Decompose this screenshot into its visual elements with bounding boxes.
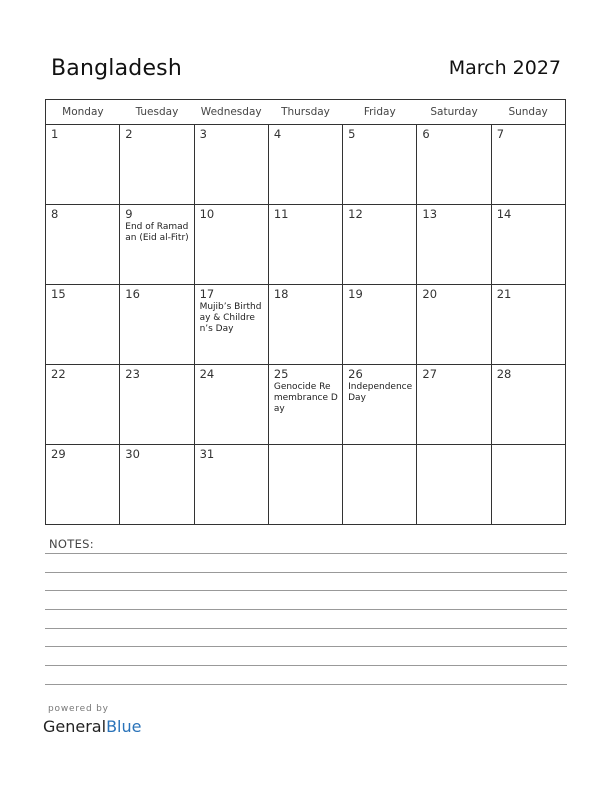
day-number: 19 <box>348 287 363 301</box>
calendar-week-row <box>46 285 566 365</box>
generalblue-logo[interactable] <box>43 717 141 736</box>
day-number: 15 <box>51 287 66 301</box>
day-number: 6 <box>422 127 430 141</box>
weekday-header: Saturday <box>417 100 491 125</box>
day-cell <box>46 285 120 365</box>
day-cell <box>268 445 342 525</box>
day-number: 2 <box>125 127 133 141</box>
day-cell <box>120 205 194 285</box>
day-number: 17 <box>199 287 215 301</box>
note-line <box>45 665 567 666</box>
notes-label: NOTES: <box>49 537 94 551</box>
calendar-country-title: Bangladesh <box>51 56 182 81</box>
holiday-label: Genocide Remembrance Day <box>273 382 338 414</box>
calendar-month-title: March 2027 <box>448 57 561 79</box>
day-number: 28 <box>496 367 512 381</box>
day-number: 14 <box>496 207 512 221</box>
day-number: 3 <box>199 127 207 141</box>
day-cell <box>120 285 194 365</box>
day-number: 27 <box>422 367 438 381</box>
day-cell <box>46 205 120 285</box>
day-cell <box>268 285 342 365</box>
day-number: 8 <box>51 207 59 221</box>
day-cell <box>194 365 268 445</box>
day-number: 12 <box>348 207 363 221</box>
day-cell <box>194 445 268 525</box>
logo-general-text: General <box>43 717 107 736</box>
day-cell <box>417 285 491 365</box>
day-cell <box>491 125 565 205</box>
day-number: 25 <box>273 367 289 381</box>
day-cell <box>343 445 417 525</box>
calendar-week-row <box>46 365 566 445</box>
day-number: 7 <box>496 127 505 141</box>
calendar-week-row <box>46 445 566 525</box>
day-number: 18 <box>273 287 289 301</box>
day-cell <box>46 445 120 525</box>
day-cell <box>120 125 194 205</box>
day-number: 16 <box>125 287 140 301</box>
day-number: 23 <box>125 367 140 381</box>
day-cell <box>417 205 491 285</box>
day-cell <box>120 445 194 525</box>
day-number: 1 <box>51 127 59 141</box>
day-cell <box>343 125 417 205</box>
powered-by-text: powered by <box>48 704 109 714</box>
day-cell <box>491 445 565 525</box>
day-cell <box>343 205 417 285</box>
note-line <box>45 646 567 647</box>
day-cell <box>268 365 342 445</box>
calendar-week-row <box>46 205 566 285</box>
day-number: 22 <box>51 367 66 381</box>
weekday-header: Friday <box>343 100 417 125</box>
day-number: 5 <box>348 127 356 141</box>
holiday-label: Mujib’s Birthday & Children’s Day <box>199 302 262 334</box>
logo-blue-text: Blue <box>106 717 142 736</box>
day-cell <box>491 365 565 445</box>
day-cell <box>194 285 268 365</box>
day-number: 21 <box>496 287 512 301</box>
day-number: 30 <box>125 447 140 461</box>
day-cell <box>343 285 417 365</box>
day-number: 29 <box>51 447 66 461</box>
note-line <box>45 684 567 685</box>
note-line <box>45 590 567 591</box>
day-number: 11 <box>273 207 289 221</box>
day-number: 4 <box>273 127 282 141</box>
day-cell <box>268 205 342 285</box>
day-number: 31 <box>199 447 215 461</box>
weekday-header-row <box>46 100 566 125</box>
weekday-header: Thursday <box>268 100 342 125</box>
day-cell <box>343 365 417 445</box>
day-cell <box>120 365 194 445</box>
weekday-header: Tuesday <box>120 100 194 125</box>
note-line <box>45 628 567 629</box>
day-number: 9 <box>125 207 133 221</box>
note-line <box>45 553 567 554</box>
day-cell <box>417 445 491 525</box>
day-cell <box>417 365 491 445</box>
day-number: 24 <box>199 367 215 381</box>
day-cell <box>194 125 268 205</box>
weekday-header: Sunday <box>491 100 565 125</box>
day-cell <box>491 205 565 285</box>
day-number: 13 <box>422 207 438 221</box>
day-number: 10 <box>199 207 215 221</box>
note-line <box>45 572 567 573</box>
day-number: 26 <box>348 367 363 381</box>
day-cell <box>491 285 565 365</box>
day-cell <box>417 125 491 205</box>
note-line <box>45 609 567 610</box>
day-cell <box>46 365 120 445</box>
calendar-week-row <box>46 125 566 205</box>
holiday-label: Independence Day <box>348 382 413 403</box>
day-number: 20 <box>422 287 438 301</box>
weekday-header: Wednesday <box>194 100 268 125</box>
weekday-header: Monday <box>46 100 120 125</box>
day-cell <box>268 125 342 205</box>
calendar-grid <box>45 99 566 525</box>
day-cell <box>46 125 120 205</box>
holiday-label: End of Ramadan (Eid al-Fitr) <box>125 222 189 243</box>
day-cell <box>194 205 268 285</box>
